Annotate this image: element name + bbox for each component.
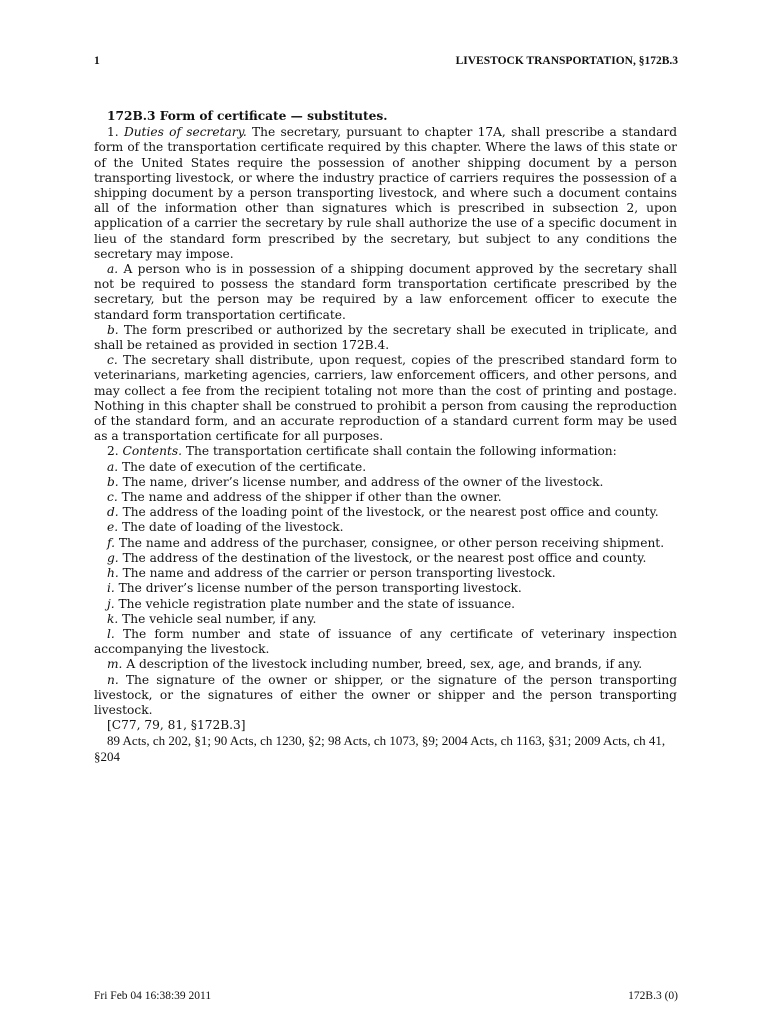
item-text: The name and address of the purchaser, consignee, or other person receiving shipment. [118, 535, 665, 550]
item-text: The driver’s license number of the person transporting livestock. [118, 581, 522, 596]
paragraph-1c [94, 353, 677, 444]
item-text: The vehicle seal number, if any. [122, 611, 317, 626]
paragraph-1b [94, 323, 677, 353]
paragraph-text: A person who is in possession of a shipping document approved by the secretary shall not be required to possess the standard form transportation certificate prescribed by the secretary, but the person may be required by a law enforcement officer to execute the standard form transportation certificate. [94, 262, 678, 322]
list-item [94, 612, 677, 627]
page-number: 1 [94, 55, 100, 67]
item-text: The address of the loading point of the livestock, or the nearest post office and county. [122, 505, 659, 520]
item-text: The address of the destination of the livestock, or the nearest post office and county. [122, 550, 647, 565]
item-letter: d. [107, 505, 119, 520]
item-letter: c. [107, 490, 118, 505]
list-item [94, 490, 677, 505]
page-header [94, 55, 678, 71]
paragraph-letter: a. [107, 262, 119, 277]
paragraph-text: The secretary shall distribute, upon request, copies of the prescribed standard form to veterinarians, marketing agencies, carriers, law enforcement officers, and other persons, and may collect a fee from the recipient totaling not more than the cost of printing and postage. Nothing in this chapter shall be construed to prohibit a person from causing the reproduction of the standard form, and an accurate reproduction of a standard current form may be used as a transportation certificate for all purposes. [94, 353, 678, 444]
item-letter: a. [107, 459, 119, 474]
item-text: The signature of the owner or shipper, or the signature of the person transporting livestock, or the signatures of either the owner or shipper and the person transporting livestock. [94, 672, 677, 717]
list-item [94, 460, 677, 475]
running-title: LIVESTOCK TRANSPORTATION, §172B.3 [455, 55, 678, 67]
item-letter: k. [107, 611, 119, 626]
contents-list [94, 460, 677, 718]
list-item [94, 520, 677, 535]
paragraph-letter: c. [107, 353, 118, 368]
subsection-1-number: 1. [107, 125, 119, 140]
legislative-history: 89 Acts, ch 202, §1; 90 Acts, ch 1230, §2; 98 Acts, ch 1073, §9; 2004 Acts, ch 1163, §31; 2009 Acts, ch 41, §204 [94, 733, 666, 764]
item-text: The name and address of the carrier or person transporting livestock. [122, 566, 556, 581]
list-item [94, 627, 677, 657]
section-body [94, 109, 677, 764]
page-footer [94, 990, 678, 1004]
list-item [94, 505, 677, 520]
item-letter: e. [107, 520, 119, 535]
footer-section-ref: 172B.3 (0) [628, 990, 678, 1002]
list-item [94, 566, 677, 581]
list-item [94, 536, 677, 551]
list-item [94, 551, 677, 566]
list-item [94, 657, 677, 672]
item-text: A description of the livestock including number, breed, sex, age, and brands, if any. [126, 657, 643, 672]
item-letter: n. [107, 672, 119, 687]
paragraph-text: The form prescribed or authorized by the secretary shall be executed in triplicate, and shall be retained as provided in section 172B.4. [94, 322, 677, 353]
item-text: The form number and state of issuance of any certificate of veterinary inspection accompanying the livestock. [94, 626, 678, 657]
item-letter: m. [107, 657, 123, 672]
item-letter: h. [107, 566, 119, 581]
item-text: The name, driver’s license number, and address of the owner of the livestock. [122, 474, 604, 489]
item-letter: b. [107, 474, 119, 489]
footer-timestamp: Fri Feb 04 16:38:39 2011 [94, 990, 212, 1002]
list-item [94, 597, 677, 612]
item-letter: l. [107, 626, 115, 641]
subsection-2 [94, 444, 677, 459]
item-letter: g. [107, 550, 119, 565]
paragraph-1a [94, 262, 677, 323]
subsection-2-heading: Contents. [122, 444, 183, 459]
subsection-1-text: The secretary, pursuant to chapter 17A, shall prescribe a standard form of the transportation certificate required by this chapter. Where the laws of this state or of the United States require the possession of another shipping document by a person transporting livestock, or where the industry practice of carriers requires the possession of a shipping document by a person transporting livestock, and where such a document contains all of the information other than signatures which is prescribed in subsection 2, upon application of a carrier the secretary by rule shall authorize the use of a specific document in lieu of the standard form prescribed by the secretary, but subject to any conditions the secretary may impose. [94, 125, 678, 261]
item-letter: f. [107, 535, 115, 550]
item-text: The name and address of the shipper if other than the owner. [121, 490, 502, 505]
list-item [94, 581, 677, 596]
section-title: 172B.3 Form of certificate — substitutes. [107, 109, 388, 123]
subsection-2-number: 2. [107, 444, 119, 459]
subsection-1-heading: Duties of secretary. [123, 125, 247, 140]
item-text: The date of loading of the livestock. [121, 520, 344, 535]
item-letter: i. [107, 581, 115, 596]
source-note: [C77, 79, 81, §172B.3] [107, 718, 246, 733]
item-text: The date of execution of the certificate. [122, 459, 367, 474]
item-letter: j. [107, 596, 115, 611]
subsection-1 [94, 125, 677, 262]
list-item [94, 673, 677, 719]
paragraph-letter: b. [107, 322, 119, 337]
list-item [94, 475, 677, 490]
item-text: The vehicle registration plate number and the state of issuance. [118, 596, 516, 611]
subsection-2-text: The transportation certificate shall contain the following information: [185, 444, 617, 459]
